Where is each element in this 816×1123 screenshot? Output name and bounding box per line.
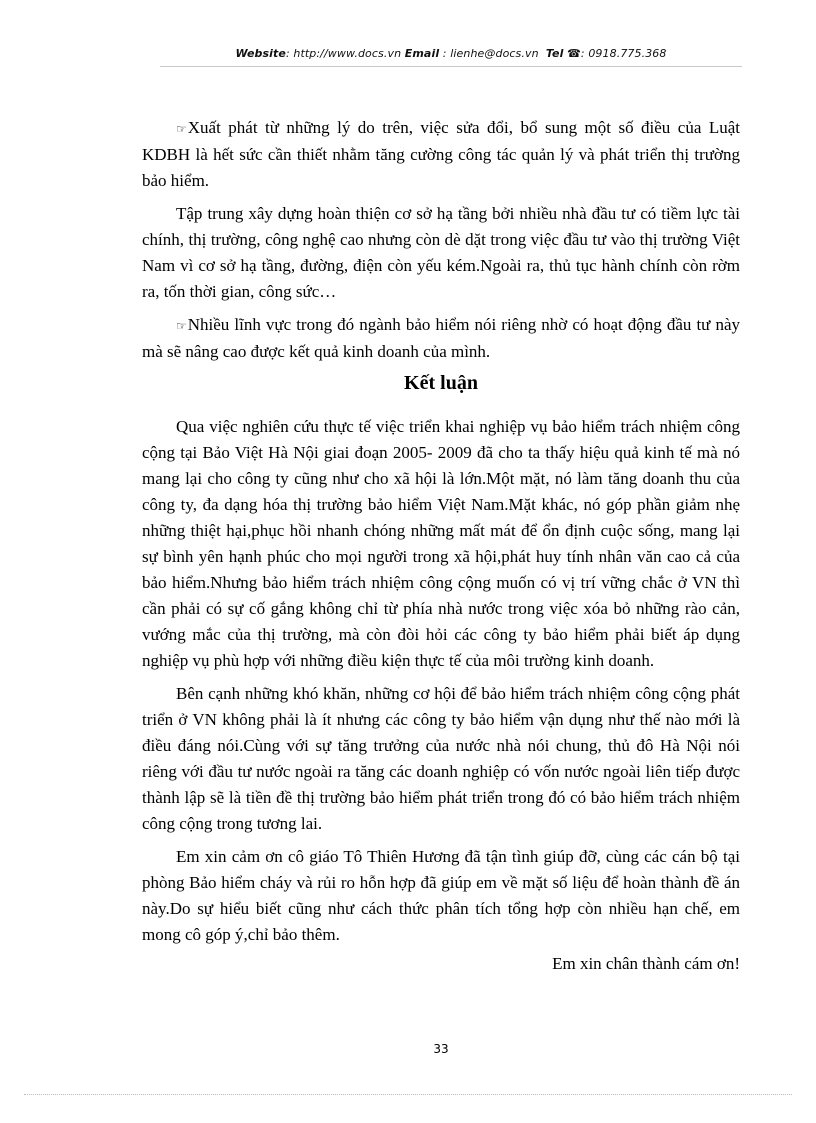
email-value: : lienhe@docs.vn: [439, 47, 539, 60]
website-label: Website: [235, 47, 286, 60]
footer-divider: [24, 1094, 792, 1095]
pointing-hand-icon: ☞: [176, 122, 187, 136]
header-divider: [160, 66, 742, 67]
page-header: [160, 47, 742, 60]
body-text-conclusion: [142, 414, 740, 984]
website-value: : http://www.docs.vn: [285, 47, 402, 60]
paragraph: Em xin cảm ơn cô giáo Tô Thiên Hương đã tận tình giúp đỡ, cùng các cán bộ tại phòng Bảo hiểm cháy và rủi ro hỗn hợp đã giúp em về mặt số liệu để hoàn thành đề án này.Do sự hiểu biết cũng như cách thức phân tích tổng hợp còn nhiều hạn chế, em mong cô góp ý,chỉ bảo thêm.: [142, 847, 740, 944]
pointing-hand-icon: ☞: [176, 319, 187, 333]
paragraph-text: Xuất phát từ những lý do trên, việc sửa đổi, bổ sung một số điều của Luật KDBH là hết sức cần thiết nhằm tăng cường công tác quản lý và phát triển thị trường bảo hiểm.: [142, 118, 740, 190]
paragraph: [142, 115, 740, 194]
paragraph: Bên cạnh những khó khăn, những cơ hội để bảo hiểm trách nhiệm công cộng phát triển ở VN không phải là ít nhưng các công ty bảo hiểm vận dụng như thế nào mới là điều đáng nói.Cùng với sự tăng trưởng của nước nhà nói chung, thủ đô Hà Nội nói riêng với đầu tư nước ngoài ra tăng các doanh nghiệp có vốn nước ngoài liên tiếp được thành lập sẽ là tiền đề thị trường bảo hiểm phát triển trong đó có bảo hiểm trách nhiệm công cộng trong tương lai.: [142, 684, 740, 833]
paragraph: Qua việc nghiên cứu thực tế việc triển khai nghiệp vụ bảo hiểm trách nhiệm công cộng tại Bảo Việt Hà Nội giai đoạn 2005- 2009 đã cho ta thấy hiệu quả kinh tế mà nó mang lại cho công ty cũng như cho xã hội là lớn.Một mặt, nó làm tăng doanh thu của công ty, đa dạng hóa thị trường bảo hiểm Việt Nam.Mặt khác, nó góp phần giảm nhẹ những thiệt hại,phục hồi nhanh chóng những mất mát để ổn định cuộc sống, mang lại sự bình yên hạnh phúc cho mọi người trong xã hội,phát huy tính nhân văn cao cả của bảo hiểm.Nhưng bảo hiểm trách nhiệm công cộng muốn có vị trí vững chắc ở VN thì cần phải có sự cố gắng không chỉ từ phía nhà nước trong việc xóa bỏ những rào cản, vướng mắc của thị trường, mà còn đòi hỏi các công ty bảo hiểm phải biết áp dụng nghiệp vụ phù hợp với những điều kiện thực tế của môi trường kinh doanh.: [142, 417, 740, 670]
tel-label: Tel: [545, 47, 564, 60]
paragraph: [142, 201, 740, 305]
body-text-top: [142, 115, 740, 372]
section-heading: Kết luận: [404, 372, 478, 394]
paragraph: [142, 312, 740, 365]
closing-line: Em xin chân thành cám ơn!: [552, 954, 740, 973]
page-number: 33: [433, 1042, 449, 1056]
paragraph-text: Tập trung xây dựng hoàn thiện cơ sở hạ tầng bởi nhiều nhà đầu tư có tiềm lực tài chính, thị trường, công nghệ cao nhưng còn dè dặt trong việc đầu tư vào thị trường Việt Nam vì cơ sở hạ tầng, đường, điện còn yếu kém.Ngoài ra, thủ tục hành chính còn rờm ra, tốn thời gian, công sức…: [142, 204, 740, 301]
paragraph-text: Nhiều lĩnh vực trong đó ngành bảo hiểm nói riêng nhờ có hoạt động đầu tư này mà sẽ nâng cao được kết quả kinh doanh của mình.: [142, 315, 740, 361]
tel-value: : 0918.775.368: [580, 47, 667, 60]
email-label: Email: [404, 47, 440, 60]
phone-icon: ☎: [567, 47, 581, 60]
